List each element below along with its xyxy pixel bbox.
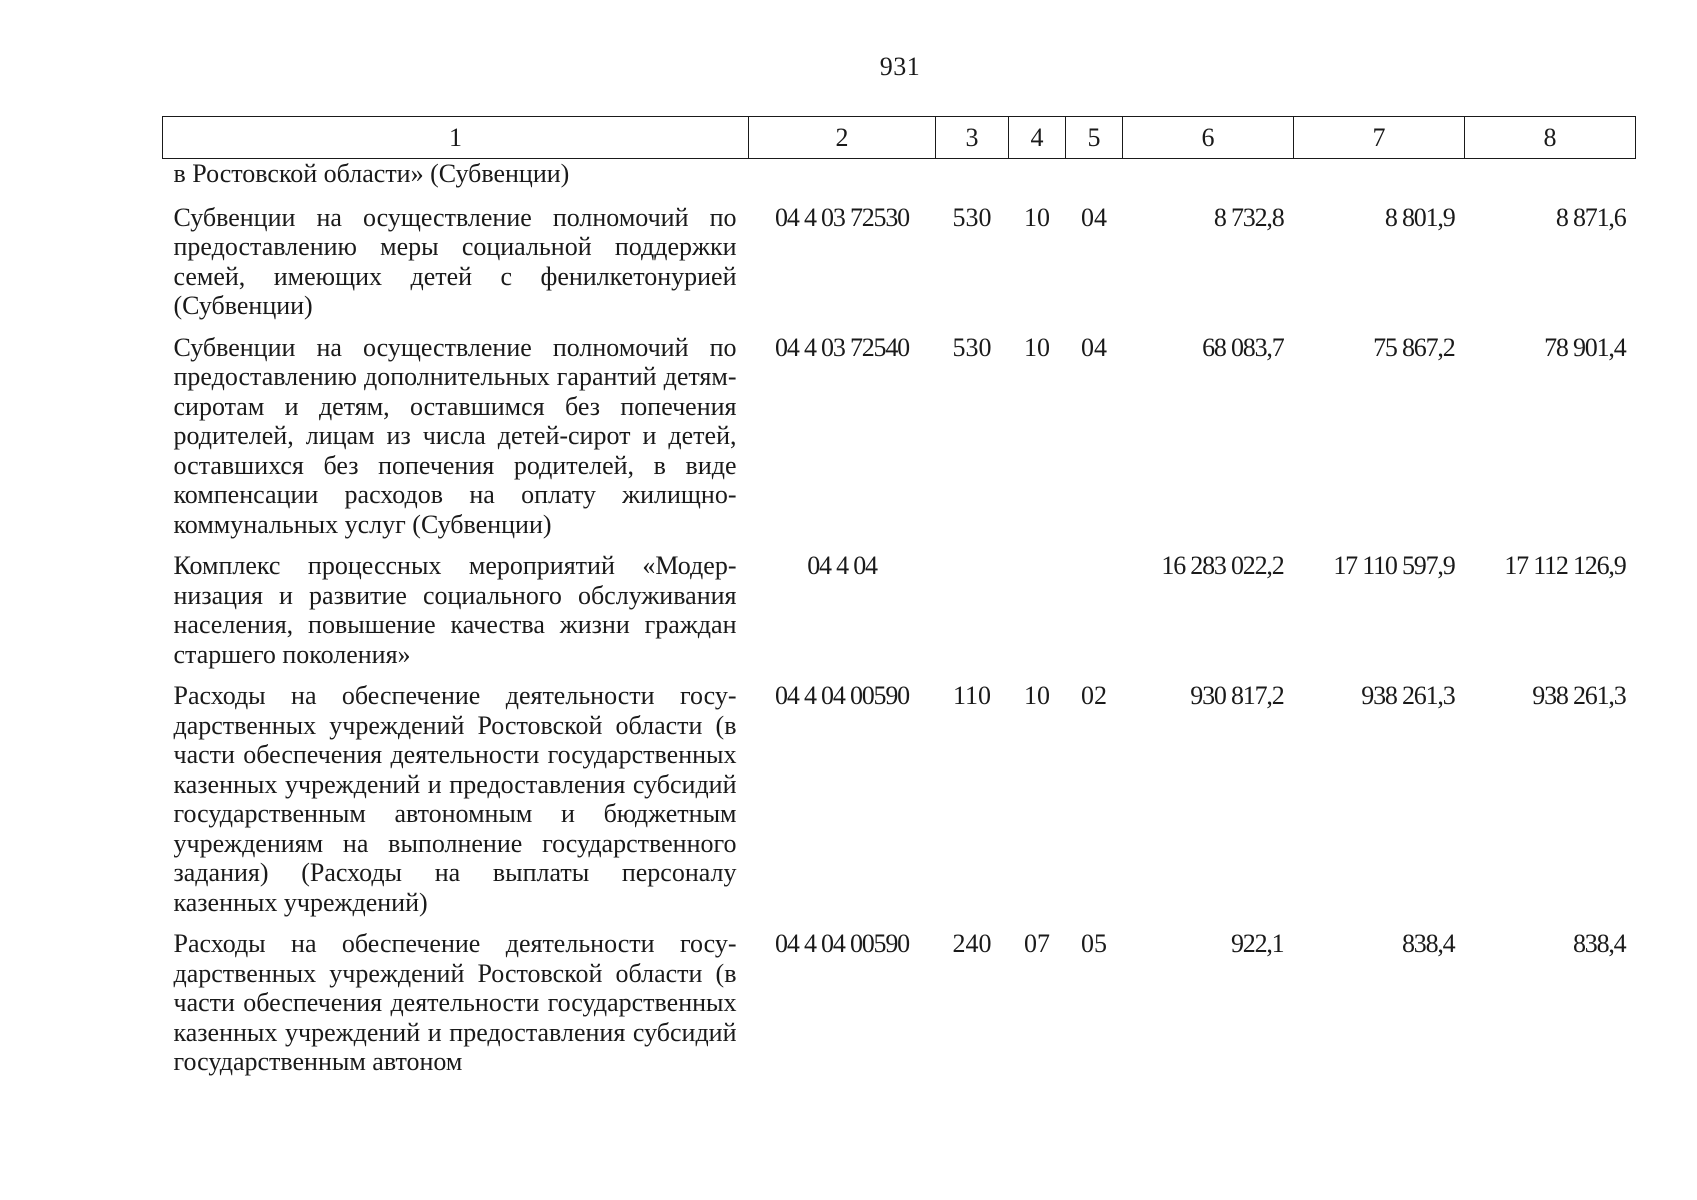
- row-name: Комплекс процессных мероприятий «Модернизация и развитие социального обслуживания населения, повышение качества жизни граждан старшего поколения»: [173, 551, 737, 669]
- continuation-text: в Ростовской области» (Субвенции): [173, 159, 570, 188]
- continuation-row: [163, 159, 1636, 203]
- row-amount-2: 8 801,9: [1384, 202, 1455, 232]
- row-code: 04 4 04 00590: [775, 929, 909, 958]
- row-rz: 10: [1024, 681, 1050, 710]
- row-code: 04 4 03 72530: [775, 202, 909, 232]
- header-row: [163, 117, 1636, 159]
- row-vr: [936, 551, 1009, 681]
- row-amount-3: 78 901,4: [1544, 332, 1626, 362]
- header-col-5: 5: [1066, 117, 1123, 159]
- row-amount-2: 938 261,3: [1361, 681, 1455, 710]
- row-pr: 04: [1081, 202, 1107, 232]
- row-code: 04 4 04 00590: [775, 681, 909, 710]
- row-pr: [1066, 551, 1123, 681]
- row-amount-3: 17 112 126,9: [1504, 551, 1626, 580]
- header-col-3: 3: [936, 117, 1009, 159]
- row-amount-1: 16 283 022,2: [1161, 551, 1284, 580]
- table-row: [163, 929, 1636, 1089]
- header-col-8: 8: [1465, 117, 1636, 159]
- row-rz: 07: [1024, 929, 1050, 958]
- row-name: Субвенции на осуществление полномочий по предоставлению дополнительных гарантий детям-сиротам и детям, оставшимся без попечения родителей, лицам из числа детей-сирот и детей, оставшихся без попечения родителей, в виде компенсации расходов на оплату жилищно-коммунальных услуг (Субвенции): [173, 332, 737, 539]
- table-header: [163, 117, 1636, 159]
- row-code: 04 4 04: [807, 551, 877, 580]
- row-amount-1: 8 732,8: [1213, 202, 1284, 232]
- row-rz: 10: [1024, 332, 1050, 362]
- table-row: [163, 681, 1636, 929]
- header-col-7: 7: [1294, 117, 1465, 159]
- header-col-2: 2: [749, 117, 936, 159]
- row-amount-1: 930 817,2: [1190, 681, 1284, 710]
- row-name: Субвенции на осуществление полномочий по предоставлению меры социальной поддержки семей, имеющих детей с фенилкетонурией (Субвенции): [173, 202, 737, 320]
- row-amount-2: 838,4: [1401, 929, 1455, 958]
- budget-table: [162, 116, 1636, 1089]
- header-col-4: 4: [1009, 117, 1066, 159]
- row-rz: [1009, 551, 1066, 681]
- table-row: [163, 333, 1636, 552]
- row-name: Расходы на обеспечение деятельности государственных учреждений Ростовской области (в части обеспечения деятельности государственных казенных учреждений и предоставления субсидий государственным автономным и бюджетным учреждениям на выполнение государственного задания) (Расходы на выплаты персоналу казенных учреждений): [173, 681, 737, 917]
- table-row: [163, 203, 1636, 333]
- row-amount-3: 838,4: [1572, 929, 1626, 958]
- row-pr: 05: [1081, 929, 1107, 958]
- table-body: [163, 159, 1636, 1089]
- header-col-1: 1: [163, 117, 749, 159]
- row-amount-3: 8 871,6: [1555, 202, 1626, 232]
- row-code: 04 4 03 72540: [775, 332, 909, 362]
- row-vr: 110: [952, 681, 992, 710]
- row-pr: 04: [1081, 332, 1107, 362]
- row-rz: 10: [1024, 202, 1050, 232]
- row-pr: 02: [1081, 681, 1107, 710]
- row-amount-2: 17 110 597,9: [1333, 551, 1455, 580]
- row-vr: 530: [952, 332, 992, 362]
- row-name: Расходы на обеспечение деятельности государственных учреждений Ростовской области (в части обеспечения деятельности государственных казенных учреждений и предоставления субсидий государственным автоном: [173, 929, 737, 1076]
- row-amount-1: 68 083,7: [1202, 332, 1284, 362]
- row-amount-2: 75 867,2: [1373, 332, 1455, 362]
- page-number: 931: [879, 52, 921, 81]
- row-amount-1: 922,1: [1230, 929, 1284, 958]
- table-row: [163, 551, 1636, 681]
- row-vr: 240: [952, 929, 992, 958]
- header-col-6: 6: [1123, 117, 1294, 159]
- row-vr: 530: [952, 202, 992, 232]
- row-amount-3: 938 261,3: [1532, 681, 1626, 710]
